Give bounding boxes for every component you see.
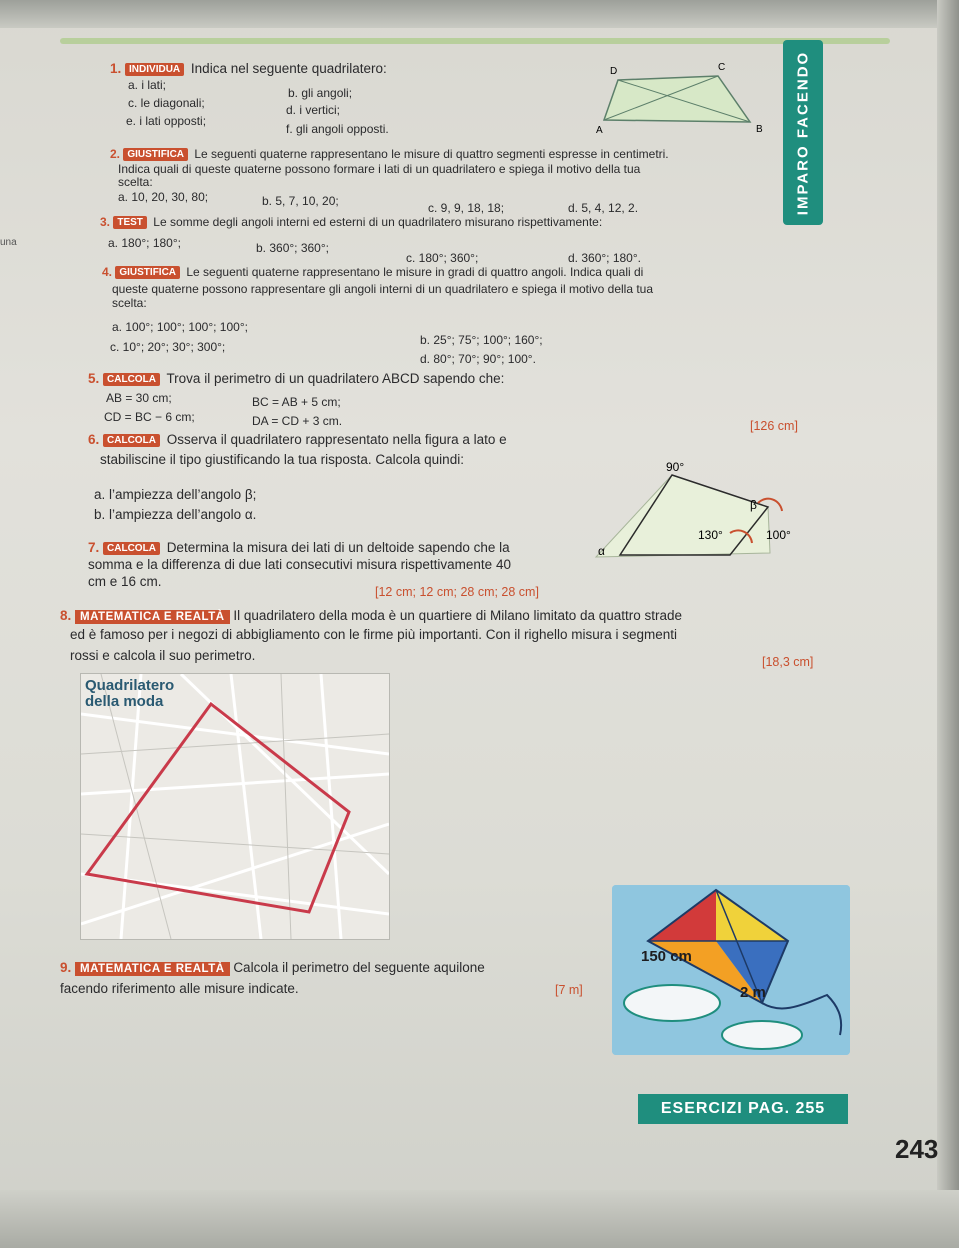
ex7-answer: [12 cm; 12 cm; 28 cm; 28 cm]: [375, 585, 539, 599]
ex4-line1: 4. GIUSTIFICA Le seguenti quaterne rappresentano le misure in gradi di quattro angoli. Indica quali di: [102, 265, 644, 279]
ex2-d: d. 5, 4, 12, 2.: [568, 201, 639, 215]
ex6-b: b. l’ampiezza dell’angolo α.: [94, 507, 257, 522]
exercises-reference-tab: ESERCIZI PAG. 255: [638, 1094, 848, 1124]
ex1-quadrilateral-figure: [590, 60, 780, 140]
page-right-edge: [937, 0, 959, 1248]
ex5-bc: BC = AB + 5 cm;: [252, 395, 341, 409]
ex8-tag: MATEMATICA E REALTÀ: [75, 610, 230, 624]
ex1-e: e. i lati opposti;: [126, 114, 207, 128]
ex2-b: b. 5, 7, 10, 20;: [262, 194, 339, 208]
ex4-tag: GIUSTIFICA: [115, 266, 180, 279]
kite-drawing: [612, 885, 850, 1055]
ex3-b: b. 360°; 360°;: [256, 241, 329, 255]
ex5-tag: CALCOLA: [103, 373, 160, 386]
ex4-d: d. 80°; 70°; 90°; 100°.: [420, 352, 536, 366]
street-map: [80, 673, 390, 940]
ex3-line: 3. TEST Le somme degli angoli interni ed esterni di un quadrilatero misurano rispettivamente:: [100, 215, 603, 229]
ex6-quadrilateral-figure: [590, 445, 810, 570]
page-top-edge: [0, 0, 959, 28]
ex8-line2: ed è famoso per i negozi di abbigliamento con le firme più importanti. Con il righello misura i segmenti: [70, 627, 678, 642]
svg-text:130°: 130°: [698, 528, 723, 542]
ex8-line1: 8. MATEMATICA E REALTÀ Il quadrilatero della moda è un quartiere di Milano limitato da quattro strade: [60, 608, 683, 623]
ex8-line3: rossi e calcola il suo perimetro.: [70, 648, 256, 663]
ex4-line2: queste quaterne possono rappresentare gli angoli interni di un quadrilatero e spiega il motivo della tua: [112, 282, 654, 296]
header-rule: [60, 38, 890, 44]
page-number: 243: [895, 1134, 939, 1164]
ex7-line2: somma e la differenza di due lati consecutivi misura rispettivamente 40: [88, 557, 511, 572]
ex9-answer: [7 m]: [555, 983, 583, 997]
svg-text:β: β: [750, 498, 757, 512]
ex8-answer: [18,3 cm]: [762, 655, 814, 669]
ex3-d: d. 360°; 180°.: [568, 251, 641, 265]
ex2-line1: 2. GIUSTIFICA Le seguenti quaterne rappresentano le misure di quattro segmenti espresse in centimetri.: [110, 147, 669, 161]
ex4-b: b. 25°; 75°; 100°; 160°;: [420, 333, 543, 347]
svg-text:B: B: [756, 124, 763, 135]
ex2-tag: GIUSTIFICA: [123, 148, 188, 161]
ex7-line1: 7. CALCOLA Determina la misura dei lati di un deltoide sapendo che la: [88, 540, 510, 555]
ex3-a: a. 180°; 180°;: [108, 236, 181, 250]
ex5-da: DA = CD + 3 cm.: [252, 414, 343, 428]
ex4-c: c. 10°; 20°; 30°; 300°;: [110, 340, 226, 354]
svg-text:90°: 90°: [666, 460, 685, 474]
ex2-line2: Indica quali di queste quaterne possono formare i lati di un quadrilatero e spiega il motivo della tua: [118, 162, 641, 176]
street-map-drawing: [81, 674, 389, 939]
ex4-a: a. 100°; 100°; 100°; 100°;: [112, 320, 248, 334]
ex2-a: a. 10, 20, 30, 80;: [118, 190, 209, 204]
svg-text:2 m: 2 m: [740, 984, 766, 1001]
ex1-f: f. gli angoli opposti.: [286, 122, 389, 136]
ex6-line2: stabiliscine il tipo giustificando la tua risposta. Calcola quindi:: [100, 452, 464, 467]
ex2-c: c. 9, 9, 18, 18;: [428, 201, 505, 215]
ex5-ab: AB = 30 cm;: [106, 391, 172, 405]
kite-illustration: [612, 885, 850, 1055]
ex1-c: c. le diagonali;: [128, 96, 205, 110]
page-bottom-edge: [0, 1190, 959, 1248]
ex6-line1: 6. CALCOLA Osserva il quadrilatero rappresentato nella figura a lato e: [88, 432, 507, 447]
margin-note: una: [0, 237, 17, 248]
side-tab: IMPARO FACENDO: [783, 40, 823, 225]
ex4-line3: scelta:: [112, 296, 147, 310]
ex3-c: c. 180°; 360°;: [406, 251, 479, 265]
ex7-tag: CALCOLA: [103, 542, 160, 555]
ex1-heading: 1. INDIVIDUA Indica nel seguente quadrilatero:: [110, 61, 387, 76]
ex3-tag: TEST: [113, 216, 147, 229]
svg-text:100°: 100°: [766, 528, 791, 542]
ex5-answer: [126 cm]: [750, 419, 798, 433]
ex9-line1: 9. MATEMATICA E REALTÀ Calcola il perimetro del seguente aquilone: [60, 960, 485, 975]
ex7-line3: cm e 16 cm.: [88, 574, 162, 589]
ex6-tag: CALCOLA: [103, 434, 160, 447]
svg-text:150 cm: 150 cm: [641, 948, 692, 965]
ex1-b: b. gli angoli;: [288, 86, 353, 100]
ex9-line2: facendo riferimento alle misure indicate.: [60, 981, 299, 996]
svg-text:C: C: [718, 62, 726, 73]
ex5-line: 5. CALCOLA Trova il perimetro di un quadrilatero ABCD sapendo che:: [88, 371, 505, 386]
ex2-line3: scelta:: [118, 175, 153, 189]
map-title: Quadrilatero della moda: [85, 677, 175, 710]
ex1-d: d. i vertici;: [286, 103, 341, 117]
ex5-cd: CD = BC − 6 cm;: [104, 410, 195, 424]
ex1-tag: INDIVIDUA: [125, 63, 184, 76]
svg-text:α: α: [598, 544, 605, 558]
svg-text:D: D: [610, 66, 618, 77]
ex6-a: a. l’ampiezza dell’angolo β;: [94, 487, 257, 502]
ex1-a: a. i lati;: [128, 78, 167, 92]
svg-text:A: A: [596, 125, 603, 136]
ex9-tag: MATEMATICA E REALTÀ: [75, 962, 230, 976]
